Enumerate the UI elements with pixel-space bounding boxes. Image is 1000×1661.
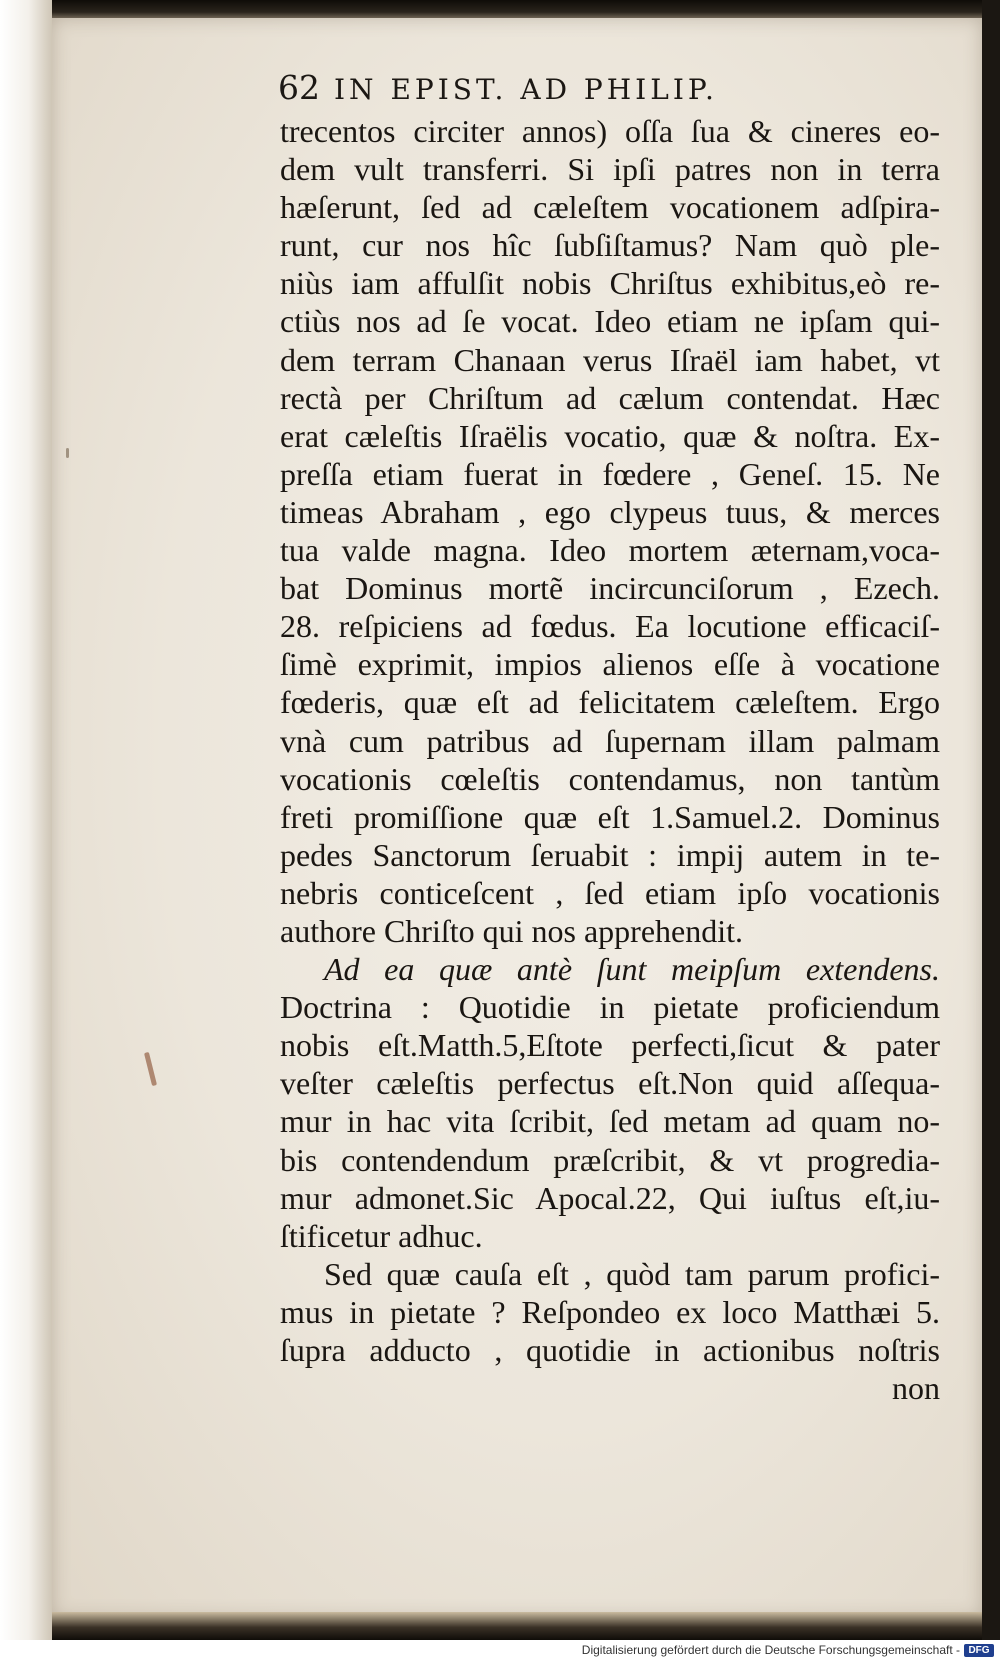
text-line: ſtificetur adhuc. [280,1217,483,1254]
text-line: bis contendendum præſcribit, & vt progredia- [280,1141,940,1178]
text-line: fœderis, quæ eſt ad felicitatem cæleſtem. Ergo [280,684,940,721]
text-line: mur in hac vita ſcribit, ſed metam ad quam no- [280,1103,940,1140]
text-line: ſupra adducto , quotidie in actionibus noſtris [280,1332,940,1368]
dfg-logo: DFG [964,1644,994,1657]
text-line: timeas Abraham , ego clypeus tuus, & merces [280,493,940,530]
text-line: vocationis cœleſtis contendamus, non tantùm [280,760,940,797]
text-line: hæſerunt, ſed ad cæleſtem vocationem adſpira- [280,189,940,226]
text-line: freti promiſſione quæ eſt 1.Samuel.2. Dominus [280,798,940,835]
text-line: pedes Sanctorum ſeruabit : impij autem in te- [280,836,940,873]
text-line: ctiùs nos ad ſe vocat. Ideo etiam ne ipſam qui- [280,303,940,340]
lemma-line: Ad ea quæ antè ſunt meipſum extendens. [324,951,940,988]
text-line: trecentos circiter annos) oſſa ſua & cineres eo- [280,113,940,149]
digitization-credit: Digitalisierung gefördert durch die Deutsche Forschungsgemeinschaft - [581,1643,960,1657]
text-line: authore Chriſto qui nos apprehendit. [280,912,744,949]
bottom-edge-shadow [52,1612,982,1640]
text-line: veſter cæleſtis perfectus eſt.Non quid aſſequa- [280,1065,940,1102]
body-text [280,112,940,1407]
text-line: nobis eſt.Matth.5,Eſtote perfecti,ſicut & pater [280,1027,940,1064]
text-line: Doctrina : Quotidie in pietate proficiendum [280,989,940,1026]
text-line: 28. reſpiciens ad fœdus. Ea locutione efficaciſ- [280,608,940,645]
text-line: erat cæleſtis Iſraëlis vocatio, quæ & noſtra. Ex- [280,417,940,454]
text-line: vnà cum patribus ad ſupernam illam palmam [280,722,940,759]
text-line: tua valde magna. Ideo mortem æternam,voca- [280,532,940,569]
text-line: mur admonet.Sic Apocal.22, Qui iuſtus eſt,iu- [280,1179,940,1216]
text-line: runt, cur nos hîc ſubſiſtamus? Nam quò ple- [280,227,940,264]
page-number: 62 [278,68,320,107]
book-gutter-shadow [0,0,52,1640]
right-edge-shadow [982,0,1000,1640]
text-line: Sed quæ cauſa eſt , quòd tam parum profici- [324,1255,940,1292]
text-line: bat Dominus mortẽ incircunciſorum , Ezech. [280,570,940,607]
text-line: mus in pietate ? Reſpondeo ex loco Matthæi 5. [280,1293,940,1330]
text-line: preſſa etiam fuerat in fœdere , Geneſ. 15. Ne [280,455,940,492]
text-line: ſimè exprimit, impios alienos eſſe à vocatione [280,646,940,683]
text-line: rectà per Chriſtum ad cælum contendat. Hæc [280,379,940,416]
running-title: IN EPIST. AD PHILIP. [334,73,718,106]
catchword: non [892,1370,940,1407]
paper-blemish [66,448,69,458]
text-line: dem terram Chanaan verus Iſraël iam habet, vt [280,341,940,378]
text-line: nebris conticeſcent , ſed etiam ipſo vocationis [280,874,940,911]
text-line: dem vult transferri. Si ipſi patres non in terra [280,151,940,188]
text-line: niùs iam affulſit nobis Chriſtus exhibitus,eò re- [280,265,940,302]
